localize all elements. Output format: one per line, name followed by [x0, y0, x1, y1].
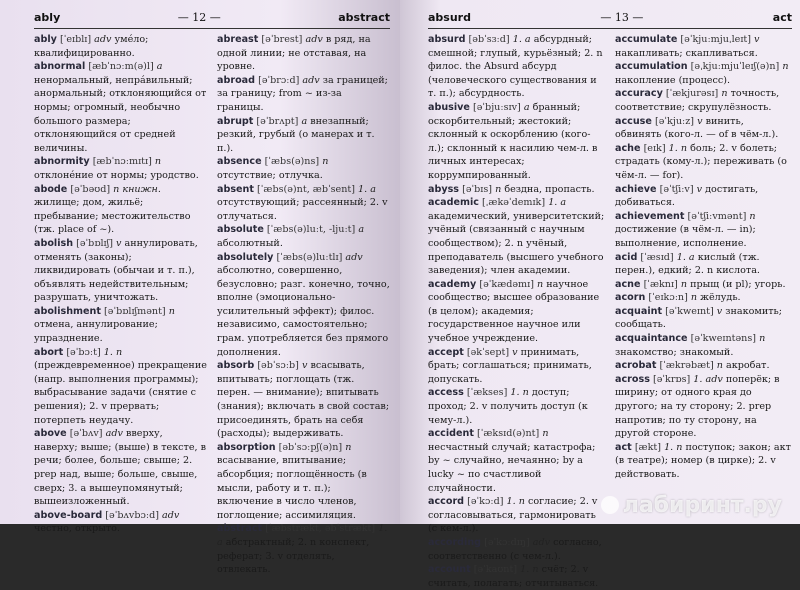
dictionary-entry [615, 359, 792, 373]
dictionary-entry [217, 441, 390, 523]
left-page-number: — 12 — [177, 10, 221, 24]
entry-headword: acne [615, 278, 641, 290]
entry-part-of-speech: n [759, 333, 766, 345]
entry-transcription: [ˈæbs(ə)luːt, -ljuːt] [266, 224, 356, 236]
entry-part-of-speech: 1. n [103, 346, 123, 358]
entry-transcription: [əˈkweɪnt] [665, 305, 714, 317]
entry-part-of-speech: 1. n [510, 387, 529, 399]
entry-part-of-speech: n [168, 305, 175, 317]
entry-transcription: [ˌækəˈdemɪk] [482, 197, 546, 209]
entry-definition: знакомить; сообщать. [615, 305, 783, 331]
entry-transcription: [ˈæksɪd(ə)nt] [477, 428, 540, 440]
entry-headword: absent [217, 183, 254, 195]
entry-headword: act [615, 441, 632, 453]
dictionary-entry [34, 346, 207, 428]
entry-headword: accept [428, 346, 464, 358]
entry-headword: abolishment [34, 305, 101, 317]
entry-definition: знакомство; знакомый. [615, 346, 734, 358]
entry-headword: achieve [615, 183, 657, 195]
entry-part-of-speech: 1. a [676, 251, 695, 263]
entry-headword: across [615, 373, 650, 385]
entry-headword: access [428, 387, 464, 399]
entry-headword: acquaint [615, 305, 663, 317]
entry-transcription: [ˈeɪkɔːn] [648, 292, 688, 304]
entry-part-of-speech: n [782, 61, 789, 73]
entry-definition: научное сообщество; высшее образование (в целом); академия; государственное научное или учебное учреждение. [428, 278, 600, 345]
dictionary-entry [615, 251, 792, 278]
entry-part-of-speech: adv [532, 536, 551, 548]
entry-transcription: [əˈkædəmɪ] [479, 278, 534, 290]
entry-definition: бездна, пропасть. [504, 183, 595, 195]
dictionary-entry [217, 33, 390, 74]
entry-part-of-speech: v [716, 305, 723, 317]
entry-definition: согласие; 2. v согласовываться, гармонировать (с кем-л.). [428, 496, 598, 535]
entry-headword: absolutely [217, 251, 274, 263]
entry-part-of-speech: n [680, 278, 688, 290]
watermark-text: лабиринт.ру [622, 493, 782, 518]
entry-transcription: [eɪk] [643, 142, 666, 154]
entry-headword: ache [615, 142, 641, 154]
entry-definition: отклонéние от нормы; уродство. [34, 169, 199, 181]
entry-headword: abort [34, 346, 64, 358]
left-page [0, 0, 400, 576]
entry-definition: бранный; оскорбительный; жестокий; склонный к оскорблению (кого-л.); склонный к насилию чем-л. в личных интересах; коррумпированный. [428, 101, 598, 181]
entry-definition: поперёк; в ширину; от одного края до другого; на ту сторону; 2. prep напротив; по ту сторону, на другой стороне. [615, 373, 780, 440]
entry-headword: abroad [217, 74, 256, 86]
entry-transcription: [ˈæsɪd] [640, 251, 674, 263]
entry-part-of-speech: 1. adv [693, 373, 723, 385]
dictionary-entry [34, 33, 207, 60]
dictionary-entry [34, 60, 207, 155]
entry-definition: доступ; проход; 2. v получить доступ (к чему-л.). [428, 387, 588, 426]
entry-transcription: [əˈbəʊd] [70, 183, 111, 195]
entry-transcription: [ˈeɪblɪ] [59, 34, 92, 45]
entry-part-of-speech: 1. a [217, 523, 388, 548]
dictionary-entry [428, 33, 605, 101]
dictionary-entry [615, 332, 792, 359]
entry-headword: above [34, 428, 67, 440]
entry-transcription: [əˈkjuːmjuˌleɪt] [680, 34, 751, 45]
dictionary-entry [34, 183, 207, 237]
entry-headword: absence [217, 156, 262, 168]
entry-part-of-speech: 1. a [512, 34, 531, 45]
dictionary-entry [34, 155, 207, 182]
dictionary-entry [615, 210, 792, 251]
entry-transcription: [æbˈnɔːm(ə)l] [88, 61, 154, 73]
entry-part-of-speech: a [301, 115, 308, 127]
dictionary-entry [217, 223, 390, 250]
entry-transcription: [əkˈsept] [466, 346, 510, 358]
entry-headword: academy [428, 278, 477, 290]
entry-definition: счёт; 2. v считать, полагать; отчитываться. [428, 564, 599, 589]
dictionary-entry [428, 346, 605, 387]
entry-definition: (преждевременное) прекращение (напр. выполнения программы); выбрасывание задачи (снятие с решения); 2. v прервать; потерпеть неудачу. [34, 360, 207, 426]
left-column-1 [34, 33, 207, 577]
entry-part-of-speech: n [154, 156, 162, 168]
entry-part-of-speech: adv [345, 251, 363, 263]
entry-headword: according [428, 536, 482, 548]
entry-part-of-speech: n [716, 360, 723, 372]
entry-headword: absolute [217, 224, 264, 236]
entry-part-of-speech: v [116, 237, 122, 249]
entry-headword: abnormity [34, 156, 90, 168]
entry-definition: достижение (в чём-л. — in); выполнение, исполнение. [615, 224, 756, 249]
entry-definition: академический, университетский; учёный (связанный с научным сообществом); 2. n учёный, преподаватель (высшего учебного заведения); член академии. [428, 210, 605, 277]
entry-definition: всасывание, впитывание; абсорбция; поглощённость (в мысли, работу и т. п.); включение в число членов, поглощение; ассимиляция. [217, 455, 367, 521]
entry-headword: acid [615, 251, 638, 263]
dictionary-entry [34, 509, 207, 536]
entry-part-of-speech: n [749, 210, 756, 222]
entry-definition: боль; 2. v болеть; страдать (комy-л.); переживать (о чём-л. — for). [615, 142, 787, 181]
dictionary-entry [428, 386, 605, 427]
dictionary-entry [615, 183, 792, 210]
dictionary-entry [428, 563, 605, 590]
entry-definition: отсутствие; отлучка. [217, 169, 323, 181]
entry-transcription: [ˈæbs(ə)ns] [264, 156, 320, 168]
entry-part-of-speech: adv [105, 428, 123, 440]
dictionary-entry [615, 33, 792, 60]
entry-definition: жилище; дом, жильё; пребывание; местожительство (тж. place of ~). [34, 197, 191, 236]
entry-part-of-speech: n книжн. [113, 183, 161, 195]
entry-part-of-speech: v [697, 115, 703, 127]
entry-transcription: [ˈæbstrækt, əbˈstrækt] [265, 523, 376, 535]
entry-transcription: [əˈkjuːz] [654, 115, 695, 127]
entry-part-of-speech: n [322, 156, 329, 168]
watermark-logo-icon [601, 496, 619, 514]
entry-transcription: [əˈbʌvbɔːd] [105, 509, 159, 521]
entry-headword: abrupt [217, 115, 254, 127]
entry-part-of-speech: a [523, 101, 530, 113]
dictionary-entry [217, 522, 390, 576]
entry-transcription: [əˈtʃiːvmənt] [687, 210, 747, 222]
entry-definition: в ряд, на одной линии; не отставая, на уровне. [217, 34, 371, 73]
dictionary-entry [428, 101, 605, 183]
entry-definition: абсурдный; смешной; глупый, курьёзный; 2. n филос. the Absurd абсурд (человеческого существования и т. п.); абсурдность. [428, 34, 603, 100]
entry-headword: accumulate [615, 34, 678, 45]
entry-part-of-speech: 1. n [506, 496, 525, 508]
entry-part-of-speech: 1. n [664, 441, 683, 453]
entry-transcription: [əbˈsɔːpʃ(ə)n] [278, 441, 343, 453]
entry-headword: absurd [428, 34, 466, 45]
left-page-header [34, 6, 390, 29]
left-header-guide-word: ably [34, 10, 61, 24]
dictionary-entry [428, 536, 605, 563]
dictionary-entry [615, 291, 792, 305]
entry-transcription: [ˈækrəbæt] [659, 360, 714, 372]
entry-part-of-speech: adv [302, 74, 320, 86]
entry-transcription: [ˈæbs(ə)luːtlɪ] [276, 251, 343, 263]
entry-headword: acorn [615, 292, 646, 304]
entry-definition: поступок; закон; акт (в театре); номер (в цирке); 2. v действовать. [615, 441, 791, 480]
right-page-number: — 13 — [600, 10, 644, 24]
entry-part-of-speech: 1. n [668, 142, 688, 154]
entry-part-of-speech: a [156, 61, 163, 73]
entry-transcription: [ˈæbs(ə)nt, æbˈsent] [257, 183, 355, 195]
dictionary-entry [615, 142, 792, 183]
entry-headword: account [428, 564, 471, 576]
entry-part-of-speech: n [345, 441, 352, 453]
dictionary-entry [615, 305, 792, 332]
entry-transcription: [əˈkweɪntəns] [690, 333, 756, 345]
entry-definition: абсолютно, совершенно, безусловно; разг. конечно, точно, вполне (эмоционально-усилительный эффект); филос. независимо, самостоятельно; грам. употребляется без прямого дополнения. [217, 265, 390, 358]
entry-part-of-speech: v [696, 183, 703, 195]
entry-part-of-speech: n [537, 278, 544, 290]
entry-transcription: [əˈkɔːd] [467, 496, 504, 508]
dictionary-entry [615, 115, 792, 142]
dictionary-entry [34, 305, 207, 346]
entry-definition: винить, обвинять (кого-л. — of в чём-л.). [615, 115, 779, 141]
entry-definition: принимать, брать; соглашаться; принимать, допускать. [428, 346, 592, 385]
dictionary-entry [34, 427, 207, 509]
entry-part-of-speech: v [754, 34, 760, 45]
entry-headword: accuse [615, 115, 652, 127]
dictionary-entry [615, 441, 792, 482]
entry-transcription: [əˈbɒlɪʃmənt] [104, 305, 166, 317]
entry-definition: абсолютный. [217, 237, 283, 249]
entry-definition: за границей; за границу; from ~ из-за границы. [217, 74, 388, 113]
entry-transcription: [ˈækjurəsɪ] [665, 88, 719, 100]
dictionary-entry [217, 74, 390, 115]
entry-part-of-speech: a [358, 224, 365, 236]
entry-definition: аннулировать, отменять (законы); ликвидировать (обычаи и т. п.), объявлять недействительным; разрушать, уничтожать. [34, 237, 198, 304]
entry-headword: acquaintance [615, 333, 688, 345]
watermark [601, 493, 782, 518]
entry-transcription: [əˈbʌv] [69, 428, 103, 440]
entry-headword: abreast [217, 34, 259, 45]
entry-definition: акробат. [726, 360, 770, 372]
entry-part-of-speech: 1. a [358, 183, 376, 195]
left-column-2 [217, 33, 390, 577]
entry-definition: достигать, добиваться. [615, 183, 759, 209]
entry-headword: academic [428, 197, 479, 209]
right-header-guide-word: absurd [428, 10, 471, 24]
dictionary-entry [428, 495, 605, 536]
entry-part-of-speech: 1. a [548, 197, 567, 209]
entry-definition: прыщ (и pl); угорь. [690, 278, 786, 290]
dictionary-entry [217, 183, 390, 224]
dictionary-entry [615, 278, 792, 292]
dictionary-entry [217, 359, 390, 441]
entry-headword: abnormal [34, 61, 86, 73]
entry-transcription: [əˈbrʌpt] [256, 115, 299, 127]
dictionary-entry [34, 237, 207, 305]
entry-part-of-speech: n [721, 88, 728, 100]
entry-transcription: [əˌkjuːmjuˈleɪʃ(ə)n] [690, 61, 780, 73]
entry-transcription: [ˈækses] [466, 387, 508, 399]
entry-part-of-speech: adv [305, 34, 323, 45]
entry-transcription: [əˈbɒlɪʃ] [76, 237, 113, 249]
dictionary-entry [217, 251, 390, 360]
dictionary-entry [428, 427, 605, 495]
entry-definition: жёлудь. [700, 292, 741, 304]
entry-part-of-speech: n [542, 428, 549, 440]
entry-definition: вверху, наверху; выше; (выше) в тексте, в речи; более, больше; свыше; 2. prep над, выше; больше, свыше, сверх; 3. a вышеупомянутый; вышеизложенный. [34, 428, 207, 508]
entry-headword: accumulation [615, 61, 688, 73]
entry-definition: накапливать; скапливаться. [615, 47, 758, 59]
entry-definition: отмена, аннулирование; упразднение. [34, 319, 158, 345]
entry-transcription: [ˈæknɪ] [643, 278, 678, 290]
right-page-header [428, 6, 792, 29]
entry-transcription: [əˈbjuːsɪv] [473, 101, 521, 113]
entry-transcription: [əbˈsɜːd] [468, 34, 510, 45]
entry-part-of-speech: v [512, 346, 518, 358]
right-header-end-word: act [772, 10, 792, 24]
entry-headword: above-board [34, 509, 103, 521]
entry-transcription: [əˈtʃiːv] [659, 183, 694, 195]
entry-definition: честно, открыто. [34, 523, 120, 535]
entry-definition: ненормальный, непрáвильный; анормальный; отклоняющийся от нормы; огромный, необычно большого размера; отклоняющийся от средней величины. [34, 74, 207, 154]
dictionary-entry [428, 196, 605, 278]
dictionary-entry [217, 155, 390, 182]
entry-definition: кислый (тж. перен.), едкий; 2. n кислота. [615, 251, 760, 277]
entry-part-of-speech: adv [162, 509, 180, 521]
entry-headword: accuracy [615, 88, 663, 100]
entry-definition: внезапный; резкий, грубый (о манерах и т. п.). [217, 115, 375, 154]
entry-part-of-speech: v [302, 360, 308, 372]
entry-headword: acrobat [615, 360, 657, 372]
entry-transcription: [əˈbɔːt] [66, 346, 101, 358]
entry-headword: abode [34, 183, 68, 195]
dictionary-entry [615, 373, 792, 441]
entry-transcription: [æbˈnɔːmɪtɪ] [92, 156, 152, 168]
entry-transcription: [əˈbrest] [261, 34, 303, 45]
entry-definition: точность, соответствие; скрупулёзность. [615, 88, 780, 113]
entry-transcription: [əˈkaʊnt] [473, 564, 518, 576]
left-header-end-word: abstract [338, 10, 390, 24]
entry-headword: abyss [428, 183, 460, 195]
entry-headword: absorption [217, 441, 276, 453]
dictionary-entry [615, 60, 792, 87]
entry-transcription: [əˈkɔːdɪŋ] [484, 536, 530, 548]
entry-definition: всасывать, впитывать; поглощать (тж. перен. — внимание); впитывать (знания); включать в свой состав; присоединять, брать на себя (расходы); выдерживать. [217, 360, 390, 440]
entry-transcription: [əˈbrɔːd] [258, 74, 300, 86]
entry-definition: накопление (процесс). [615, 74, 731, 86]
entry-headword: absorb [217, 360, 255, 372]
entry-headword: abolish [34, 237, 74, 249]
entry-part-of-speech: 1. n [520, 564, 539, 576]
dictionary-entry [428, 183, 605, 197]
entry-definition: согласно, соответственно (с чем-л.). [428, 536, 602, 562]
right-page [400, 0, 800, 589]
dictionary-entry [615, 87, 792, 114]
entry-transcription: [əbˈsɔːb] [257, 360, 299, 372]
entry-headword: accident [428, 428, 474, 440]
right-column-1 [428, 33, 605, 590]
dictionary-entry [217, 115, 390, 156]
dictionary-entry [428, 278, 605, 346]
entry-definition: абстрактный; 2. n конспект, реферат; 3. v отделять, отвлекать. [217, 536, 370, 576]
entry-headword: accord [428, 496, 465, 508]
entry-part-of-speech: adv [94, 34, 112, 45]
entry-definition: умéло; квалифицированно. [34, 34, 149, 59]
entry-headword: abstract [217, 523, 263, 535]
entry-headword: ably [34, 34, 57, 45]
entry-definition: отсутствующий; рассеянный; 2. v отлучаться. [217, 197, 388, 222]
entry-headword: achievement [615, 210, 685, 222]
entry-transcription: [əˈbɪs] [462, 183, 493, 195]
entry-transcription: [ækt] [634, 441, 661, 453]
entry-definition: несчастный случай; катастрофа; by ~ случайно, нечаянно; by a lucky ~ по счастливой случайности. [428, 441, 596, 494]
entry-transcription: [əˈkrɒs] [652, 373, 691, 385]
entry-part-of-speech: n [495, 183, 502, 195]
entry-headword: abusive [428, 101, 470, 113]
entry-part-of-speech: n [690, 292, 698, 304]
